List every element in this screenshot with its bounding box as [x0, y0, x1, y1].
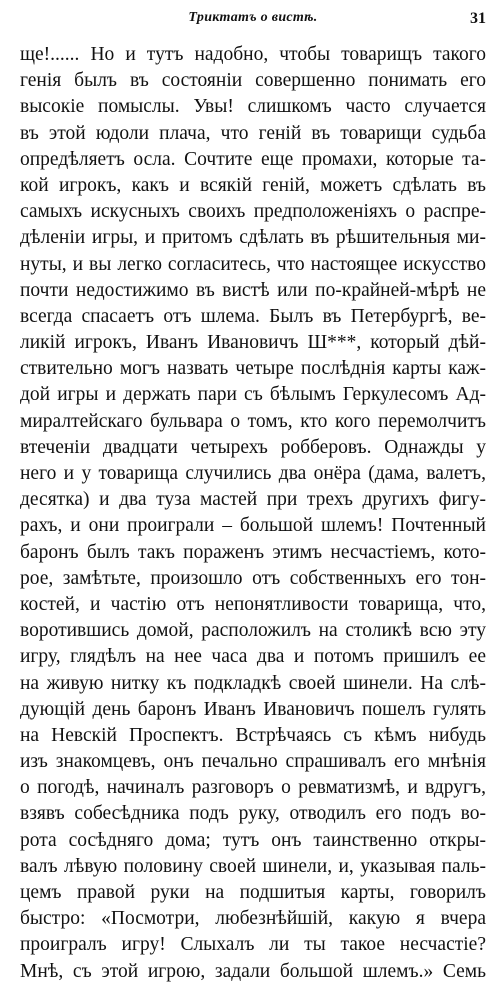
running-head	[20, 10, 486, 32]
text-line: высокіе помыслы. Увы! слишкомъ часто случается	[20, 96, 486, 118]
text-line: быстро: «Посмотри, любезнѣйшій, какую я вчера	[20, 908, 486, 930]
text-line: взявъ собесѣдника подъ руку, отводилъ его подъ во-	[20, 803, 486, 825]
text-line: дующій день баронъ Иванъ Ивановичъ пошелъ гулять	[20, 698, 486, 720]
text-line: генія былъ въ состояніи совершенно понимать его	[20, 70, 486, 92]
text-line: рое, замѣтьте, произошло отъ собственныхъ его тон-	[20, 567, 486, 589]
text-line: дой игры и держать пари съ бѣлымъ Геркулесомъ Ад-	[20, 384, 486, 406]
text-line: ще!...... Но и тутъ надобно, чтобы товарищъ такого	[20, 44, 486, 65]
text-line: втеченіи двадцати четырехъ робберовъ. Однажды у	[20, 436, 486, 458]
text-line: игру, глядѣлъ на нее часа два и потомъ пришилъ ее	[20, 646, 486, 668]
text-line: ствительно могъ назвать четыре послѣднія карты каж-	[20, 358, 486, 380]
text-line: десятка) и два туза мастей при трехъ другихъ фигу-	[20, 489, 486, 511]
text-line: о погодѣ, начиналъ разговоръ о ревматизмѣ, и вдругъ,	[20, 777, 486, 799]
text-line: миралтейскаго бульвара о томъ, кто кого перемолчитъ	[20, 410, 486, 432]
text-line: въ этой юдоли плача, что геній въ товарищи судьба	[20, 122, 486, 144]
text-line: проигралъ игру! Слыхалъ ли ты такое несчастіе?	[20, 934, 486, 956]
page-number: 31	[470, 10, 486, 27]
text-line: него и у товарища случились два онёра (дама, валетъ,	[20, 463, 486, 484]
text-line: самыхъ искусныхъ своихъ предположеніяхъ о распре-	[20, 201, 486, 223]
text-line: цемъ правой руки на подшитыя карты, говорилъ	[20, 882, 486, 903]
text-line: на Невскій Проспектъ. Встрѣчаясь съ кѣмъ нибудь	[20, 724, 486, 746]
text-line: воротившись домой, расположилъ на столикѣ всю эту	[20, 620, 486, 642]
text-line: Мнѣ, съ этой игрою, задали большой шлемъ.» Семь	[20, 960, 486, 982]
running-title: Триктатъ о вистѣ.	[188, 10, 318, 25]
text-line: всегда спасаетъ отъ шлема. Былъ въ Петербургѣ, ве-	[20, 305, 486, 327]
text-line: на живую нитку къ подкладкѣ своей шинели. На слѣ-	[20, 672, 486, 694]
text-line: рота сосѣдняго дома; тутъ онъ таинственно откры-	[20, 829, 486, 851]
text-line: нуты, и вы легко согласитесь, что настоящее искусство	[20, 253, 486, 275]
text-line: валъ лѣвую половину своей шинели, и, указывая паль-	[20, 855, 486, 877]
text-line: опредѣляетъ осла. Сочтите еще промахи, которые та-	[20, 148, 486, 170]
text-line: изъ знакомцевъ, онъ печально спрашивалъ его мнѣнія	[20, 751, 486, 773]
text-line: баронъ былъ такъ пораженъ этимъ несчастіемъ, кото-	[20, 541, 486, 563]
text-line: рахъ, и они проиграли – большой шлемъ! Почтенный	[20, 515, 486, 537]
text-line: дѣленіи игры, и притомъ сдѣлать въ рѣшительныя ми-	[20, 227, 486, 249]
body-text	[20, 42, 486, 985]
text-line: ликій игрокъ, Иванъ Ивановичъ Ш***, который дѣй-	[20, 332, 486, 354]
text-line: костей, и частію отъ непонятливости товарища, что,	[20, 593, 486, 615]
text-line: кой игрокъ, какъ и всякій геній, можетъ сдѣлать въ	[20, 174, 486, 196]
text-line: почти недостижимо въ вистѣ или по-крайней-мѣрѣ не	[20, 279, 486, 301]
